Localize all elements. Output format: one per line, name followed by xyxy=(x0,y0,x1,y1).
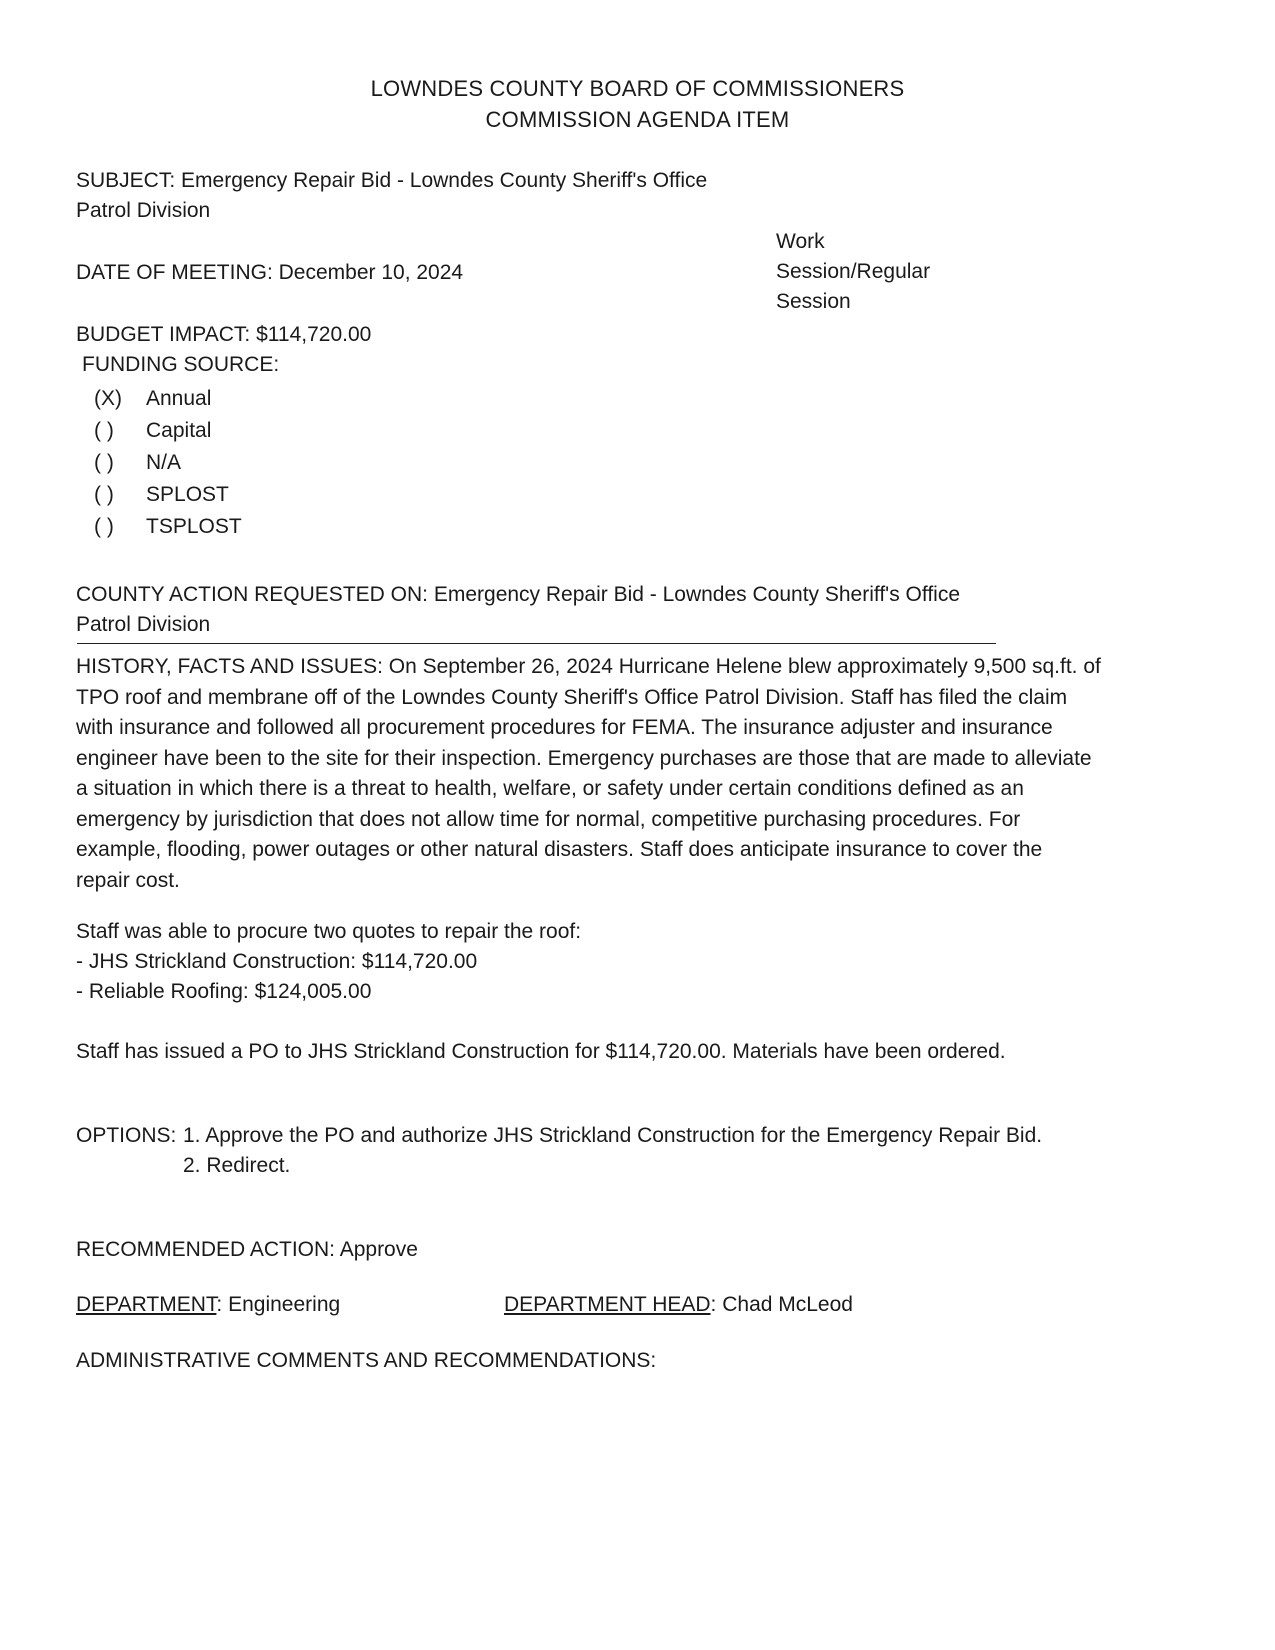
history-line: HISTORY, FACTS AND ISSUES: On September 26, 2024 Hurricane Helene blew approximately 9,500 sq.ft. of xyxy=(76,655,1101,678)
recommended-action-value: Approve xyxy=(339,1238,418,1261)
history-line: example, flooding, power outages or other natural disasters. Staff does anticipate insurance to cover the xyxy=(76,838,1043,861)
admin-comments-label: ADMINISTRATIVE COMMENTS AND RECOMMENDATIONS: xyxy=(76,1349,657,1372)
meeting-date-value: December 10, 2024 xyxy=(278,261,464,284)
session-type xyxy=(776,227,930,317)
session-type-line: Work xyxy=(776,230,825,253)
funding-checkbox-mark: (X) xyxy=(94,387,122,410)
department-head-value: Chad McLeod xyxy=(722,1293,853,1316)
funding-option xyxy=(94,384,211,414)
po-statement: Staff has issued a PO to JHS Strickland Construction for $114,720.00. Materials have been ordered. xyxy=(76,1040,1006,1063)
option-item: 1. Approve the PO and authorize JHS Strickland Construction for the Emergency Repair Bid. xyxy=(183,1124,1043,1147)
recommended-action-line xyxy=(76,1235,418,1265)
history-line: a situation in which there is a threat to health, welfare, or safety under certain conditions defined as an xyxy=(76,777,1024,800)
budget-impact-line xyxy=(76,320,371,350)
history-line: emergency by jurisdiction that does not allow time for normal, competitive purchasing procedures. For xyxy=(76,807,1021,831)
history-facts-issues xyxy=(76,652,1206,896)
header-subtitle: COMMISSION AGENDA ITEM xyxy=(485,107,790,132)
department-head-line: DEPARTMENT HEAD: Chad McLeod xyxy=(504,1293,853,1316)
quotes-intro: Staff was able to procure two quotes to repair the roof: xyxy=(76,920,582,943)
funding-option-label: N/A xyxy=(146,451,182,474)
history-line: repair cost. xyxy=(76,868,180,892)
section-divider xyxy=(77,643,996,644)
funding-checkbox-mark: ( ) xyxy=(94,515,114,538)
subject-label: SUBJECT: xyxy=(76,169,176,192)
funding-option-label: Capital xyxy=(146,419,212,442)
funding-checkbox-mark: ( ) xyxy=(94,483,114,506)
budget-impact-value: $114,720.00 xyxy=(256,323,372,346)
options-label: OPTIONS: xyxy=(76,1124,177,1147)
history-line: engineer have been to the site for their inspection. Emergency purchases are those that are made to alleviate xyxy=(76,746,1092,770)
funding-option-label: TSPLOST xyxy=(146,515,242,538)
funding-option-label: Annual xyxy=(146,387,212,410)
history-line: with insurance and followed all procurement procedures for FEMA. The insurance adjuster and insurance xyxy=(76,716,1053,739)
header-title: LOWNDES COUNTY BOARD OF COMMISSIONERS xyxy=(370,76,905,101)
action-requested-value: Emergency Repair Bid - Lowndes County Sheriff's Office xyxy=(433,583,960,606)
subject-value: Emergency Repair Bid - Lowndes County Sheriff's Office xyxy=(181,169,708,192)
funding-option-label: SPLOST xyxy=(146,483,229,506)
funding-checkbox-mark: ( ) xyxy=(94,451,114,474)
session-type-line: Session/Regular xyxy=(776,260,931,283)
option-item: 2. Redirect. xyxy=(183,1154,291,1177)
history-line: TPO roof and membrane off of the Lowndes County Sheriff's Office Patrol Division. Staff has filed the claim xyxy=(76,685,1068,709)
funding-checkbox-mark: ( ) xyxy=(94,419,114,442)
funding-option xyxy=(94,416,211,446)
subject-line xyxy=(76,166,707,196)
department-head-label: DEPARTMENT HEAD xyxy=(504,1293,711,1316)
department-label: DEPARTMENT xyxy=(76,1293,217,1316)
funding-option xyxy=(94,512,242,542)
session-type-line: Session xyxy=(776,290,851,313)
subject-value-continued: Patrol Division xyxy=(76,199,211,222)
funding-option xyxy=(94,448,181,478)
department-value: Engineering xyxy=(228,1293,341,1316)
action-requested-line xyxy=(76,580,960,610)
department-line: DEPARTMENT: Engineering xyxy=(76,1293,341,1316)
action-requested-value-continued: Patrol Division xyxy=(76,613,211,636)
budget-impact-label: BUDGET IMPACT: xyxy=(76,323,251,346)
funding-source-label: FUNDING SOURCE: xyxy=(82,353,280,376)
quote-item: - JHS Strickland Construction: $114,720.00 xyxy=(76,950,478,973)
recommended-action-label: RECOMMENDED ACTION: xyxy=(76,1238,336,1261)
quote-item: - Reliable Roofing: $124,005.00 xyxy=(76,980,372,1003)
meeting-date-label: DATE OF MEETING: xyxy=(76,261,273,284)
meeting-date-line xyxy=(76,258,463,288)
action-requested-label: COUNTY ACTION REQUESTED ON: xyxy=(76,583,428,606)
funding-option xyxy=(94,480,229,510)
